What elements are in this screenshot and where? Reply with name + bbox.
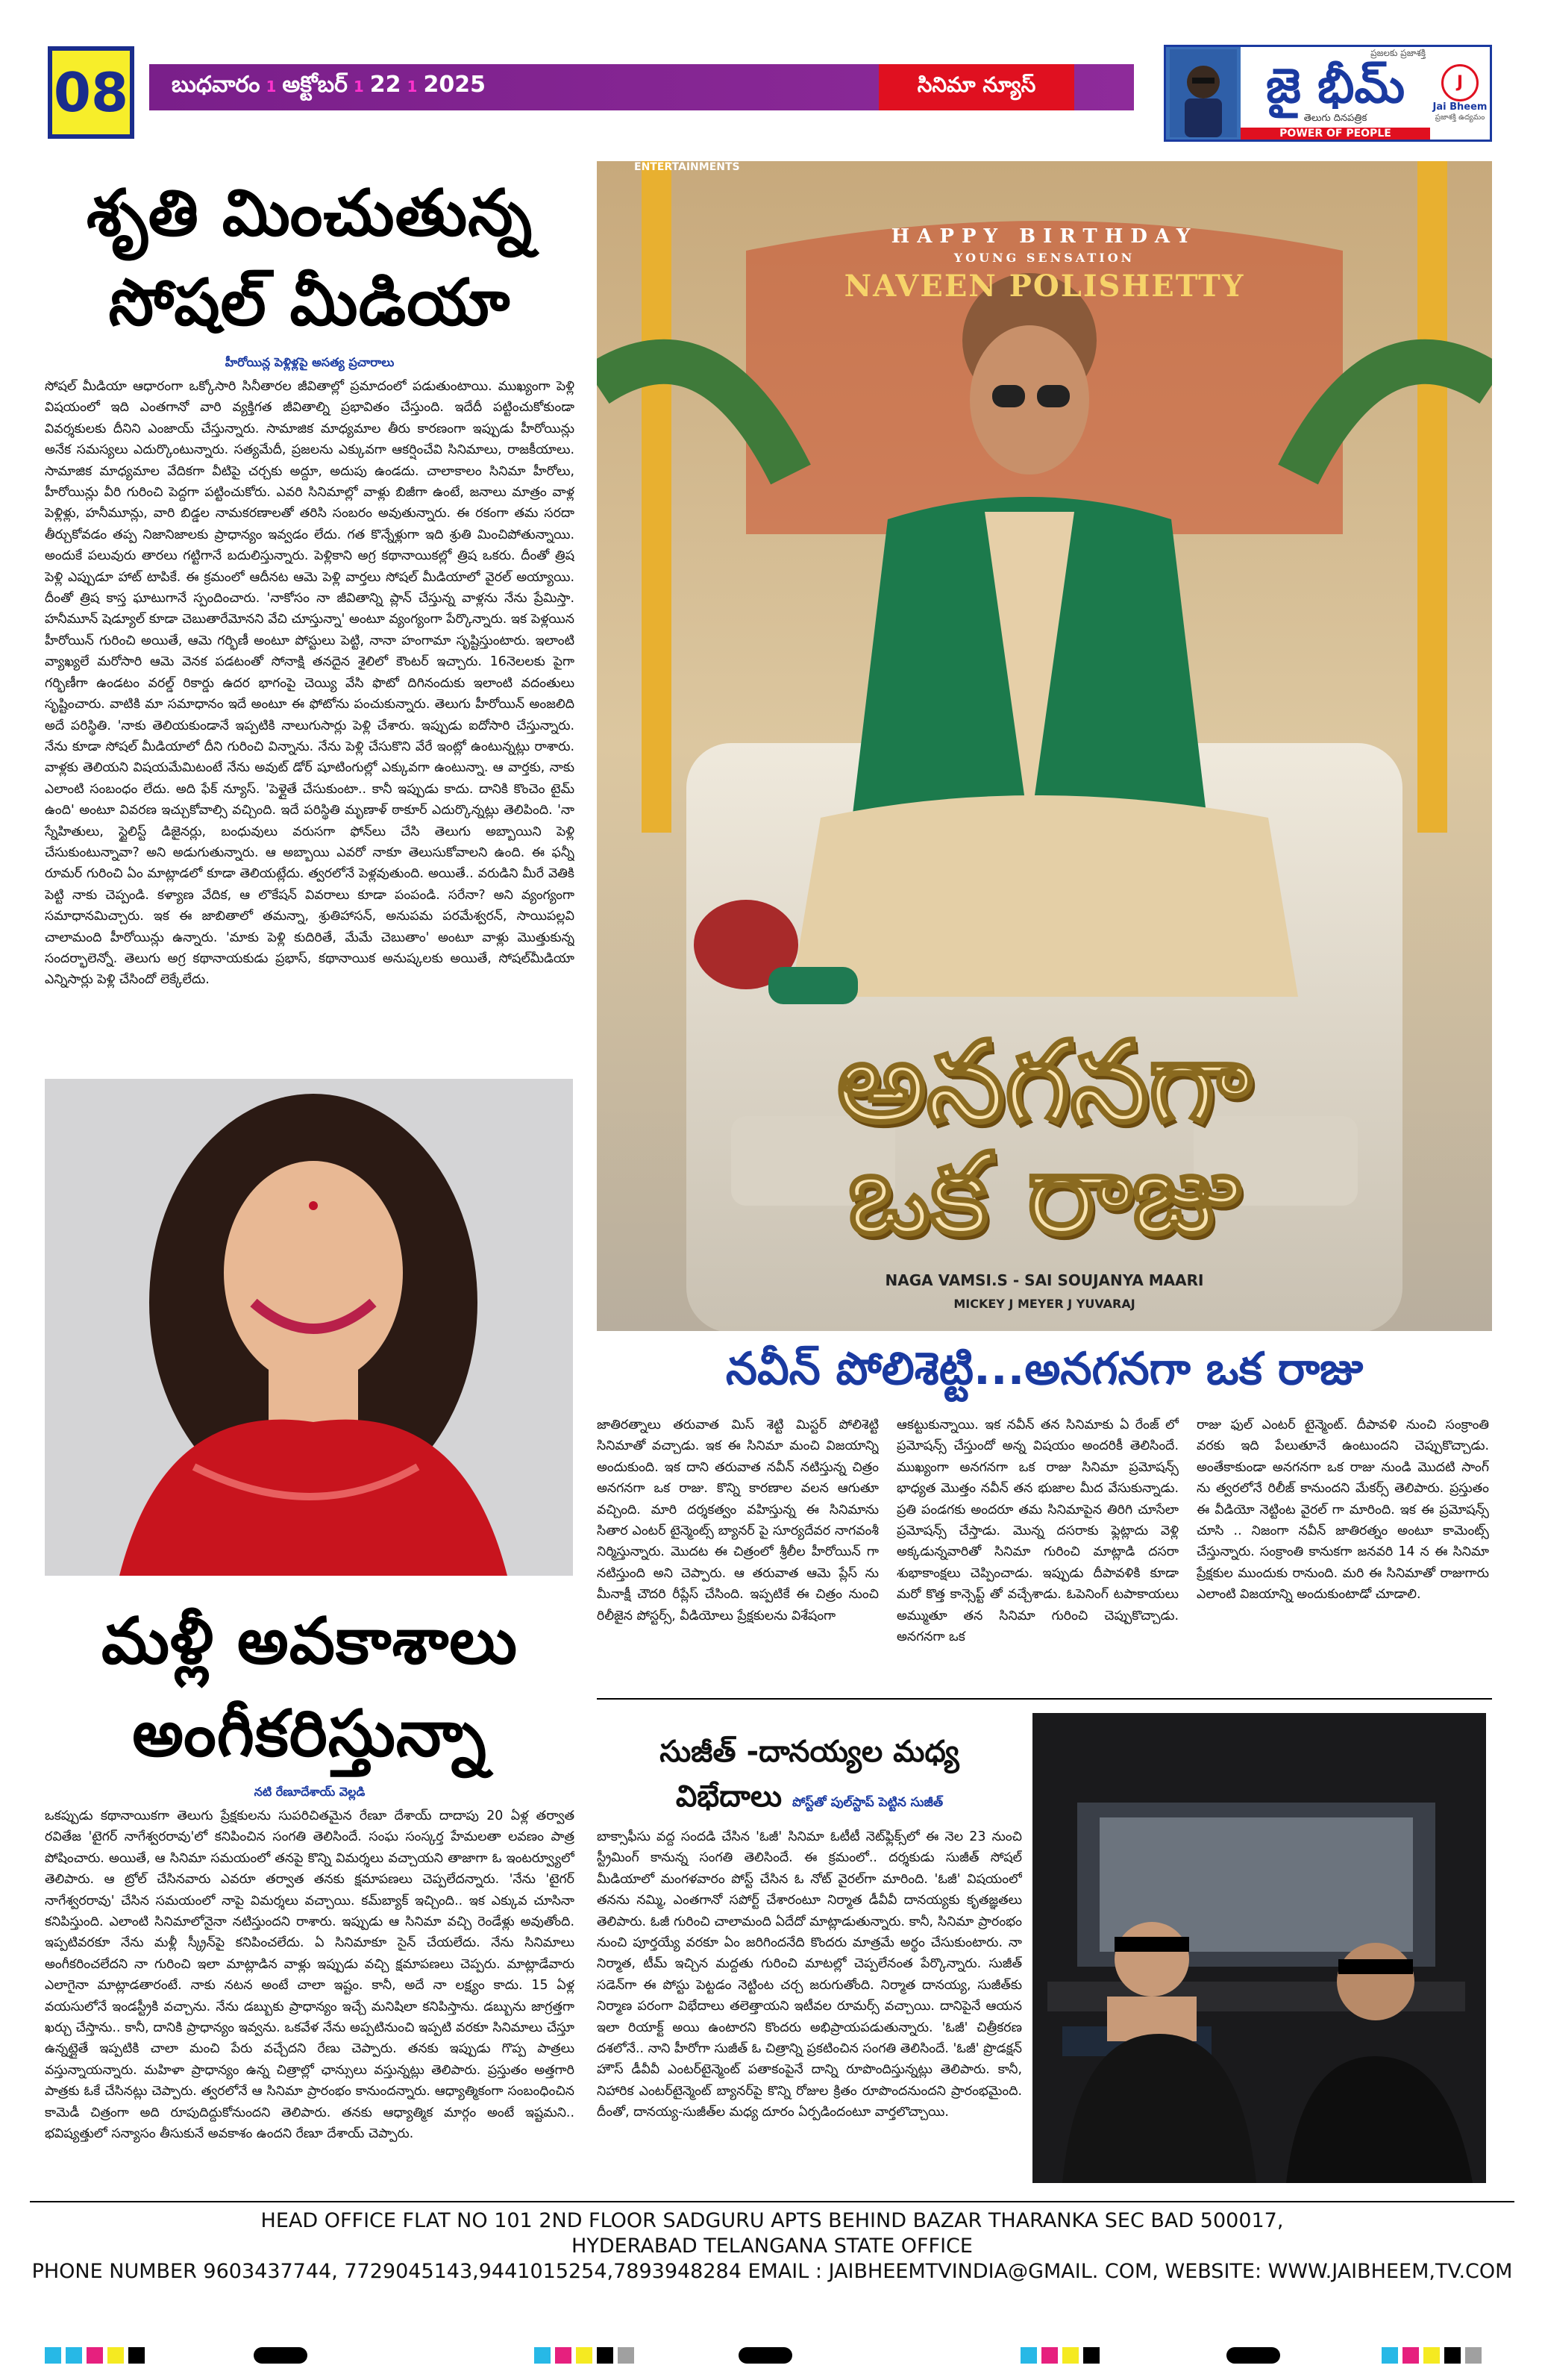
article3-headline — [45, 1595, 574, 1780]
emblem-icon: J — [1441, 64, 1479, 101]
section-label: సినిమా న్యూస్ — [879, 64, 1074, 110]
date-bar — [149, 64, 1134, 110]
poster-music-credits: MICKEY J MEYER J YUVARAJ — [953, 1297, 1135, 1311]
poster-subgreeting: YOUNG SENSATION — [953, 251, 1135, 265]
ambedkar-portrait-icon — [1166, 47, 1241, 140]
logo-top-text: ప్రజలకు ప్రజాశక్తి — [1370, 47, 1426, 58]
newspaper-logo[interactable] — [1164, 45, 1492, 142]
actress-photo — [45, 1079, 573, 1576]
article4-body: బాక్సాఫీసు వద్ద సందడి చేసిన 'ఓజీ' సినిమా ఓటీటీ నెట్‌ఫ్లిక్స్‌లో ఈ నెల 23 నుంచి స్ట్రీమింగ్ కానున్న సంగతి తెలిసిందే. ఈ క్రమంలో.. దర్శకుడు సుజీత్ సోషల్ మీడియాలో మంగళవారం పోస్ట్ చేసిన ఓ నోట్ వైరల్‌గా మారింది. 'ఓజీ' విషయంలో తనను నమ్మి, ఎంతగానో సపోర్ట్ చేశారంటూ నిర్మాత డీవీవీ దానయ్యకు కృతజ్ఞతలు తెలిపారు. ఓజీ గురించి చాలామంది ఏదేదో మాట్లాడుతున్నారు. కానీ, సినిమా ప్రారంభం నుంచి పూర్తయ్యే వరకూ ఏం జరిగిందనేది కొందరు మాత్రమే అర్థం చేసుకుంటారు. నా నిర్మాత, టీమ్ ఇచ్చిన మద్దతు గురించి మాటల్లో చెప్పలేనంత పేర్కొన్నారు. సుజీత్ సడెన్‌గా ఈ పోస్టు పెట్టడం నెట్టింట చర్చ జరుగుతోంది. నిర్మాత దానయ్య, సుజీత్‌కు నిర్మాణ పరంగా విభేదాలు తలెత్తాయని ఇటీవల రూమర్స్ వచ్చాయి. దానిపైనే ఆయన ఇలా రియాక్ట్ అయి ఉంటారని కొందరు అభిప్రాయపడుతున్నారు. 'ఓజీ' చిత్రీకరణ దశలోనే.. నాని హీరోగా సుజీత్ ఓ చిత్రాన్ని ప్రకటించిన సంగతి తెలిసిందే. 'ఓజీ' ప్రొడక్షన్ హౌస్ డీవీవీ ఎంటర్‌టైన్మెంట్ పతాకంపైనే దాన్ని రూపొందిస్తున్నట్లు తెలిపారు. కానీ, నిహారిక ఎంటర్‌టైన్మెంట్ బ్యానర్‌పై కొన్ని రోజుల క్రితం రూపొందనుందని ప్రారంభమైంది. దీంతో, దానయ్య-సుజీత్‌ల మధ్య దూరం ఏర్పడిందంటూ వార్తలొచ్చాయి. — [597, 1829, 1022, 2120]
poster-movie-title — [597, 1018, 1492, 1259]
poster-title-line2: ఒక రాజు — [848, 1130, 1241, 1259]
article2-headline: నవీన్ పోలిశెట్టి...అనగనగా ఒక రాజు — [725, 1343, 1364, 1395]
logo-title: జై భీమ్ — [1265, 58, 1405, 114]
poster-star-name: NAVEEN POLISHETTY — [844, 269, 1245, 304]
article3-headline-line2: అంగీకరిస్తున్నా — [132, 1697, 487, 1771]
article4-byline: పోస్ట్‌తో పుల్‌స్టాప్ పెట్టిన సుజీత్ — [792, 1795, 944, 1810]
movie-poster — [597, 161, 1492, 1331]
footer-line2: HYDERABAD TELANGANA STATE OFFICE — [571, 2235, 973, 2258]
article4-headline-line1: సుజీత్ -దానయ్యల మధ్య — [659, 1735, 959, 1769]
logo-subtitle: తెలుగు దినపత్రిక — [1303, 112, 1367, 124]
logo-emblem — [1430, 64, 1490, 123]
article4-headline — [597, 1729, 1022, 1825]
studio-photo — [1032, 1713, 1486, 2183]
article1-byline: హీరోయిన్ల పెళ్లిళ్లపై అసత్య ప్రచారాలు — [225, 355, 395, 369]
article1-body: సోషల్ మీడియా ఆధారంగా ఒక్కోసారి సినీతారల జీవితాల్లో ప్రమాదంలో పడుతుంటాయి. ముఖ్యంగా పెళ్లి విషయంలో ఇది ఎంతగానో వారి వ్యక్తిగత జీవితాల్ని ప్రభావితం చేస్తుంది. ఇదేదీ పట్టించుకోకుండా వివర్శకులకు దీనిని ఎంజాయ్ చేస్తున్నారు. సామాజిక మాధ్యమాల తీరు కారణంగా ఇప్పుడు హీరోయిన్లు అనేక సమస్యలు ఎదుర్కొంటున్నారు. సత్యమేదీ, ప్రజలను ఎక్కువగా ఆకర్షించేవి సినిమాలు, రాజకీయాలు. సామాజిక మాధ్యమాల వేదికగా వీటిపై చర్చకు అద్దూ, అదుపు ఉండదు. చాలాకాలం సినిమా హీరోలు, హీరోయిన్లు వీరి గురించి పెద్దగా పట్టించుకోరు. ఎవరి సినిమాల్లో వాళ్లు బిజీగా ఉంటే, జనాలు మాత్రం వాళ్ల పెళ్లిళ్లు, హనీమూన్లు, వారి బిడ్డల నామకరణాలతో తరిసి సంబరం అవుతున్నారు. ఈ రకంగా తమ సరదా తీర్చుకోవడం తప్ప నిజానిజాలకు ప్రాధాన్యం ఇవ్వడం లేదు. గత కొన్నేళ్లుగా ఇది శ్రుతి మించిపోతున్నాయి. అందుకే పలువురు తారలు గట్టిగానే బదులిస్తున్నారు. పెళ్లికాని అగ్ర కథానాయికల్లో త్రిష ఒకరు. దీంతో త్రిష పెళ్లి ఎప్పుడూ హాట్ టాపికే. ఈ క్రమంలో ఆదీనట ఆమె పెళ్లి వార్తలు సోషల్ మీడియాలో వైరల్ అయ్యాయి. దీంతో త్రిష కాస్త ఘాటుగానే స్పందించారు. 'నాకోసం నా జీవితాన్ని ప్లాన్ చేస్తున్న వాళ్లను నేను ప్రేమిస్తా. హనీమూన్ షెడ్యూల్ కూడా చెబుతారేమోనని వేచి చూస్తున్నా' అంటూ వ్యంగ్యంగా పేర్కొన్నారు. ఇక పెళ్లయిన హీరోయిన్ గురించి అయితే, ఆమె గర్భిణీ అంటూ పోస్టులు పెట్టి, నానా హంగామా సృష్టిస్తుంటారు. ఇలాంటి వ్యాఖ్యలే మరోసారి ఆమె వెనక పడటంతో సోనాక్షి తనదైన శైలిలో కౌంటర్ ఇచ్చారు. 16నెలలకు పైగా గర్భిణీగా ఉండటం వరల్డ్ రికార్డు ఉదర భాగంపై చెయ్యి వేసి ఫొటో దిగినందుకు ఇలాంటి వదంతులు సృష్టించారు. వాటికి మా సమాధానం ఇదే అంటూ ఈ ఫోటోను పంచుకున్నారు. తెలుగు హీరోయిన్ అంజలిది అదే పరిస్థితి. 'నాకు తెలియకుండానే ఇప్పటికి నాలుగుసార్లు పెళ్లి చేశారు. ఇప్పుడు ఐదోసారి చేస్తున్నారు. నేను కూడా సోషల్ మీడియాలో దీని గురించి విన్నాను. నేను పెళ్లి చేసుకొని వేరే ఇంట్లో ఉంటున్నట్లు రాశారు. వాళ్లకు తెలియని విషయమేమిటంటే నేను అవుట్ డోర్ షూటింగుల్లో ఎక్కువగా ఉంటున్నా. ఆ వార్తకు, నాకు ఎలాంటి సంబంధం లేదు. అది ఫేక్ న్యూస్. 'పెళ్లైతే చేసుకుంటా.. కానీ ఇప్పుడు కాదు. దానికి కొంచెం టైమ్ ఉంది' అంటూ వివరణ ఇచ్చుకోవాల్సి వచ్చింది. ఇదే పరిస్థితి మృణాళ్ ఠాకూర్ ఎదుర్కొన్నట్లు తెలిపింది. 'నా స్నేహితులు, స్టైలిస్ట్ డిజైనర్లు, బంధువులు వరుసగా ఫోన్‌లు చేసి తెలుగు అబ్బాయిని పెళ్లి చేసుకుంటున్నావా? అని అడుగుతున్నారు. ఆ అబ్బాయి ఎవరో నాకూ తెలుసుకోవాలని ఉంది. ఈ ఫన్నీ రూమర్ గురించి ఏం మాట్లాడలో కూడా తెలియట్లేదు. త్వరలోనే పెళ్లవుతుంది. అయితే.. వరుడిని మీరే వెతికి పెట్టి నాకు చెప్పండి. కళ్యాణ వేదిక, ఆ లొకేషన్ వివరాలు కూడా పంపండి. సరేనా? అని వ్యంగ్యంగా సమాధానమిచ్చారు. ఇక ఈ జాబితాలో తమన్నా, శ్రుతిహాసన్, అనుపమ పరమేశ్వరన్, సాయిపల్లవి చాలామంది హీరోయిన్లు ఉన్నారు. 'మాకు పెళ్లి కుదిరితే, మేమే చెబుతాం' అంటూ వాళ్లు మొత్తుకున్న సందర్భాలెన్నో. తెలుగు అగ్ర కథానాయకుడు ప్రభాస్, కథానాయిక అనుష్కలకు అయితే, సోషల్‌మీడియా ఎన్నిసార్లు పెళ్లి చేసిందో లెక్కేలేదు. — [45, 379, 574, 988]
footer-rule — [30, 2201, 1514, 2202]
print-registration-marks — [0, 2347, 1542, 2364]
page-number: 08 — [48, 46, 134, 139]
article2-column2: ఆకట్టుకున్నాయి. ఇక నవీన్ తన సినిమాకు ఏ రేంజ్ లో ప్రమోషన్స్ చేస్తుందో అన్న విషయం అందరికీ తెలిసిందే. ముఖ్యంగా అనగనగా ఒక రాజు సినిమా ప్రమోషన్స్ భాధ్యత మొత్తం నవీన్ తన భుజాల మీద వేసుకున్నాడు. ప్రతి పండగకు అందరూ తమ సినిమాపైన తిరిగి చూసేలా ప్రమోషన్స్ చేస్తాడు. మొన్న దసరాకు ఫ్లెట్లాదు వెళ్లి అక్కడున్నవారితో సినిమా గురించి మాట్లాడి దసరా శుభాకాంక్షలు చెప్పించాడు. ఇప్పుడు దీపావళికి కూడా మరో కొత్త కాన్సెప్ట్ తో వచ్చేశాడు. ఓపెనింగ్ టపాకాయలు అమ్ముతూ తన సినిమా గురించి చెప్పుకొచ్చాడు. అనగనగా ఒక — [897, 1418, 1179, 1645]
poster-banner-label: ENTERTAINMENTS — [634, 161, 740, 173]
article2-column3: రాజు ఫుల్ ఎంటర్ టైన్మెంట్. దీపావళి నుంచి సంక్రాంతి వరకు ఇది పేలుతూనే ఉంటుందని చెప్పుకొచ్చాడు. అంతేకాకుండా అనగనగా ఒక రాజు నుండి మొదటి సాంగ్ ను త్వరలోనే రిలీజ్ కానుందని మేకర్స్ తెలిపారు. ప్రస్తుతం ఈ వీడియో నెట్టింట వైరల్ గా మారింది. ఇక ఈ ప్రమోషన్స్ చూసి .. నిజంగా నవీన్ జాతిరత్నం అంటూ కామెంట్స్ చేస్తున్నారు. సంక్రాంతి కానుకగా జనవరి 14 న ఈ సినిమా ప్రేక్షకుల ముందుకు రానుంది. మరి ఈ సినిమాతో రాజుగారు ఎలాంటి విజయాన్ని అందుకుంటాడో చూడాలి. — [1197, 1418, 1489, 1603]
article3-headline-line1: మళ్లీ అవకాశాలు — [101, 1604, 518, 1679]
poster-title-line1: అనగనగా — [836, 1018, 1253, 1147]
logo-brand: Jai Bheem — [1432, 101, 1488, 113]
article1-headline-line2: సోషల్ మీడియా — [108, 266, 511, 340]
article4-headline-line2: విభేదాలు — [675, 1779, 783, 1814]
issue-date: బుధవారం 1 అక్టోబర్ 1 22 1 2025 — [172, 72, 486, 98]
article2-column1: జాతిరత్నాలు తరువాత మిస్ శెట్టి మిస్టర్ పోలిశెట్టి సినిమాతో వచ్చాడు. ఇక ఈ సినిమా మంచి విజయాన్ని అందుకుంది. ఇక దాని తరువాత నవీన్ నటిస్తున్న చిత్రం అనగనగా ఒక రాజు. కొన్ని కారణాల వలన ఆగుతూ వచ్చింది. మారి దర్శకత్వం వహిస్తున్న ఈ సినిమాను సితార ఎంటర్ టైన్మెంట్స్ బ్యానర్ పై సూర్యదేవర నాగవంశీ నిర్మిస్తున్నారు. మొదట ఈ చిత్రంలో శ్రీలీల హీరోయిన్ గా నటిస్తుంది అని చెప్పారు. ఆ తరువాత ఆమె ప్లేస్ ను మీనాక్షీ చౌదరి రీప్లేస్ చేసింది. ఇప్పటికే ఈ చిత్రం నుంచి రిలీజైన పోస్టర్స్, వీడియోలు ప్రేక్షకులను విశేషంగా — [597, 1418, 879, 1623]
logo-brand-sub: ప్రజాశక్తి ఉద్యమం — [1435, 113, 1485, 122]
poster-greeting: HAPPY BIRTHDAY — [891, 225, 1198, 248]
footer-line1: HEAD OFFICE FLAT NO 101 2ND FLOOR SADGURU APTS BEHIND BAZAR THARANKA SEC BAD 500017, — [260, 2209, 1284, 2232]
article1-headline-line1: శృతి మించుతున్న — [86, 176, 533, 251]
article1-headline — [45, 169, 574, 348]
column-divider — [597, 1698, 1492, 1700]
footer-line3: PHONE NUMBER 9603437744, 7729045143,9441015254,7893948284 EMAIL : JAIBHEEMTVINDIA@GMAIL. COM, WEBSITE: WWW.JAIBHEEM,TV.COM — [31, 2260, 1513, 2283]
poster-credits: NAGA VAMSI.S - SAI SOUJANYA MAARI — [885, 1271, 1204, 1289]
article3-body: ఒకప్పుడు కథానాయికగా తెలుగు ప్రేక్షకులను సుపరిచితమైన రేణూ దేశాయ్ దాదాపు 20 ఏళ్ల తర్వాత రవితేజ 'టైగర్ నాగేశ్వరరావు'లో కనిపించిన సంగతి తెలిసిందే. సంఘ సంస్కర్త హేమలతా లవణం పాత్ర పోషించారు. అయితే, ఆ సినిమా సమయంలో తనపై కొన్ని విమర్శలు వచ్చాయని తాజాగా ఓ ఇంటర్వ్యూలో తెలిపారు. ఆ ట్రోల్ చేసినవారు ఎవరూ తర్వాత తనకు క్షమాపణలు చెప్పలేదన్నారు. 'నేను 'టైగర్ నాగేశ్వరరావు' చేసిన సమయంలో నాపై విమర్శలు వచ్చాయి. కమ్‌బ్యాక్ ఇచ్చింది.. ఇక ఎక్కువ చూసినా కనిపిస్తుంది. ఎలాంటి సినిమాలోనైనా నటిస్తుందని రాశారు. ఇప్పుడు ఆ సినిమా వచ్చి రెండేళ్లు అవుతోంది. ఇప్పటివరకూ నేను మళ్లీ స్క్రీన్‌పై కనిపించలేదు. ఏ సినిమాకూ సైన్ చేయలేదు. నేను సినిమాలు అంగీకరించలేదని నా గురించి ఇలా మాట్లాడిన వాళ్లు ఇప్పుడు వచ్చి క్షమాపణలు చెప్పరు. మాట్లాడేవారు ఎలాగైనా మాట్లాడతారంటే. నాకు నటన అంటే చాలా ఇష్టం. కానీ, అదే నా లక్ష్యం కాదు. 15 ఏళ్ల వయసులోనే ఇండస్ట్రీకి వచ్చాను. నేను డబ్బుకు ప్రాధాన్యం ఇచ్చే మనిషిలా కనిపిస్తాను. డబ్బును జాగ్రత్తగా ఖర్చు చేస్తాను.. కానీ, దానికి ప్రాధాన్యం ఇవ్వను. ఒకవేళ నేను అప్పటినుంచి ఇప్పటి వరకూ సినిమాలు చేస్తూ ఉన్నట్లైతే ఇప్పటికి చాలా మంచి పేరు వచ్చేదని రేణు చెప్పారు. తనకు ఇప్పుడు గొప్ప పాత్రలు వస్తున్నాయన్నారు. మహిళా ప్రాధాన్యం ఉన్న చిత్రాల్లో ఛాన్సులు వస్తున్నట్లు తెలిపారు. ప్రస్తుతం అత్తగారి పాత్రకు ఓకే చేసినట్లు చెప్పారు. త్వరలోనే ఆ సినిమా ప్రారంభం కానుందన్నారు. ఆధ్యాత్మికంగా సంబంధించిన కామెడీ చిత్రంగా అది రూపుదిద్దుకోనుందని తెలిపారు. తనకు ఆధ్యాత్మిక మార్గం అంటే ఇష్టమని.. భవిష్యత్తులో సన్యాసం తీసుకునే అవకాశం ఉందని రేణూ దేశాయ్ చెప్పారు. — [45, 1809, 574, 2142]
article3-byline: నటి రేణూదేశాయ్ వెల్లడి — [254, 1785, 366, 1799]
footer-address — [30, 2208, 1514, 2285]
logo-tagline: POWER OF PEOPLE — [1241, 128, 1430, 140]
